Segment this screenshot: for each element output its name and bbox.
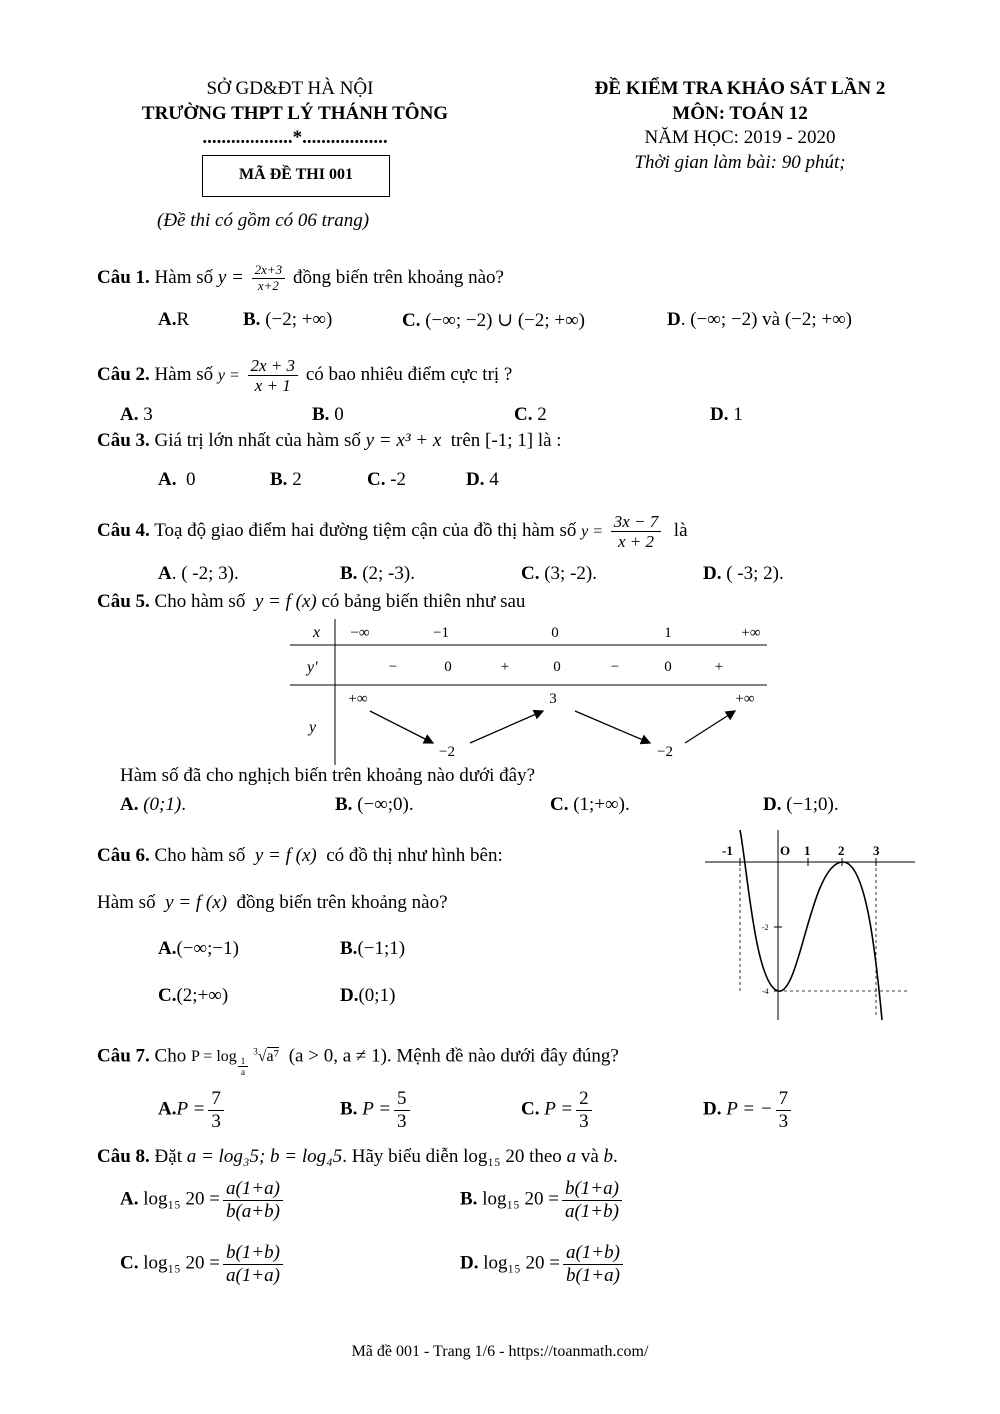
- question-1: [97, 258, 504, 298]
- option-label: B.: [460, 1188, 478, 1210]
- option-lhs: log₁₅ 20 =: [482, 1188, 559, 1210]
- option-text: (−1;1): [357, 938, 406, 959]
- y-value: +∞: [348, 691, 368, 707]
- option-label: A.: [120, 794, 139, 815]
- pages-note: (Đề thi có gồm có 06 trang): [157, 210, 370, 231]
- question-8: [97, 1146, 618, 1168]
- option-text: P =: [176, 1098, 206, 1120]
- q6-option-b[interactable]: [340, 938, 405, 960]
- option-text: .: [408, 794, 414, 815]
- option-label: A.: [158, 1098, 177, 1120]
- denominator: x + 2: [618, 532, 655, 552]
- fraction: [576, 1088, 592, 1133]
- numerator: a(1+a): [223, 1178, 283, 1201]
- question-label: Câu 3.: [97, 430, 150, 451]
- option-text: .: [181, 794, 186, 815]
- question-text: là: [673, 520, 688, 541]
- increase-arrow: [470, 711, 543, 743]
- denominator: a(1+b): [564, 1200, 619, 1222]
- q3-option-c[interactable]: [367, 469, 406, 491]
- x-value: +∞: [741, 625, 761, 641]
- option-label: D.: [710, 404, 729, 425]
- x-value: −∞: [350, 625, 370, 641]
- q2-option-d[interactable]: [710, 404, 743, 426]
- math-y: y =: [217, 367, 240, 384]
- question-text: đồng biến trên khoảng nào?: [292, 267, 504, 288]
- option-text: . (−∞; −2) và (−2; +∞): [680, 309, 852, 330]
- numerator: 2: [576, 1088, 592, 1111]
- option-text: R: [176, 309, 190, 330]
- q8-option-b[interactable]: [460, 1178, 625, 1223]
- question-text: có bao nhiêu điểm cực trị ?: [305, 364, 513, 385]
- question-text: Cho: [154, 1045, 187, 1067]
- q4-option-b[interactable]: [340, 563, 415, 585]
- numerator: 7: [208, 1088, 224, 1111]
- math-function: y = f (x): [165, 892, 227, 913]
- option-text: (−2; +∞): [265, 309, 333, 330]
- sign: 0: [664, 659, 672, 675]
- question-4: [97, 508, 688, 555]
- row-label-x: x: [313, 624, 321, 641]
- q8-option-a[interactable]: [120, 1178, 286, 1223]
- fraction: [563, 1242, 623, 1287]
- q4-option-c[interactable]: [521, 563, 597, 585]
- exam-code-box: MÃ ĐỀ THI 001: [202, 155, 390, 197]
- q6-option-a[interactable]: [158, 938, 239, 960]
- question-text: có đồ thị như hình bên:: [326, 845, 503, 866]
- fraction: [776, 1088, 792, 1133]
- log-base: [238, 1056, 249, 1078]
- var-b: b: [603, 1146, 613, 1167]
- school-name: TRƯỜNG THPT LÝ THÁNH TÔNG: [141, 103, 449, 124]
- option-text: 4: [489, 469, 499, 490]
- numerator: 2x + 3: [248, 356, 299, 377]
- denominator: 3: [211, 1110, 221, 1132]
- math-definition: a = log₃5; b = log₄5: [186, 1146, 343, 1167]
- question-label: Câu 8.: [97, 1146, 150, 1167]
- exam-duration: Thời gian làm bài: 90 phút;: [634, 152, 846, 173]
- radical-icon: √: [257, 1048, 267, 1066]
- graph-y-labels: [762, 923, 769, 996]
- option-lhs: log₁₅ 20 =: [143, 1252, 220, 1274]
- denominator: 3: [397, 1110, 407, 1132]
- q4-option-a[interactable]: [158, 563, 239, 585]
- option-label: C.: [550, 794, 569, 815]
- denominator: a(1+a): [225, 1264, 280, 1286]
- q2-option-b[interactable]: [312, 404, 344, 426]
- option-text: 2: [292, 469, 302, 490]
- option-text: -2: [390, 469, 407, 490]
- y-values: [348, 691, 754, 760]
- question-6-line-2: [97, 892, 448, 914]
- y-value: +∞: [735, 691, 755, 707]
- denominator: b(1+a): [565, 1264, 620, 1286]
- q1-option-b[interactable]: [243, 309, 332, 331]
- question-text: có bảng biến thiên như sau: [321, 591, 526, 612]
- header-divider: ...................*..................: [202, 127, 388, 148]
- option-text: P = −: [726, 1098, 773, 1120]
- sign: −: [388, 659, 398, 675]
- option-label: B.: [270, 469, 288, 490]
- denominator: b(a+b): [225, 1200, 280, 1222]
- question-text: và: [580, 1146, 599, 1167]
- numerator: 3x − 7: [611, 512, 662, 533]
- fraction: [208, 1088, 224, 1133]
- option-label: B.: [243, 309, 261, 330]
- base-denominator: a: [241, 1067, 246, 1078]
- option-text: (−1;0): [786, 794, 834, 815]
- math-function: y = f (x): [254, 845, 317, 866]
- y-value: −2: [439, 744, 455, 760]
- question-text: Cho hàm số: [154, 591, 246, 612]
- root-index: 3: [253, 1047, 258, 1057]
- option-label: C.: [521, 563, 540, 584]
- question-label: Câu 7.: [97, 1045, 150, 1067]
- denominator: x + 1: [254, 376, 291, 396]
- q6-option-c[interactable]: [158, 985, 228, 1007]
- graph-labels: [722, 843, 880, 858]
- q5-option-b[interactable]: [335, 794, 414, 816]
- question-2: [97, 353, 512, 398]
- q5-question: Hàm số đã cho nghịch biến trên khoảng nào dưới đây?: [120, 765, 536, 786]
- option-lhs: log₁₅ 20 =: [483, 1252, 560, 1274]
- option-label: C.: [514, 404, 533, 425]
- question-text: (a > 0, a ≠ 1). Mệnh đề nào dưới đây đúng?: [288, 1045, 619, 1067]
- q8-option-c[interactable]: [120, 1242, 286, 1287]
- math-y: y =: [217, 267, 244, 288]
- option-text: 2: [537, 404, 547, 425]
- variation-table: [285, 615, 775, 770]
- x-values: [350, 625, 760, 641]
- option-label: B.: [340, 563, 358, 584]
- question-text: Hàm số: [97, 892, 156, 913]
- decrease-arrow: [575, 711, 650, 743]
- q3-option-d[interactable]: [466, 469, 499, 491]
- question-text: . Hãy biểu diễn: [342, 1146, 459, 1167]
- q4-option-d[interactable]: [703, 563, 784, 585]
- q7-option-d[interactable]: [703, 1088, 794, 1133]
- option-label: A.: [158, 309, 177, 330]
- option-label: D.: [703, 563, 722, 584]
- option-text: (−∞;0): [357, 794, 409, 815]
- school-department: SỞ GD&ĐT HÀ NỘI: [206, 78, 374, 99]
- derivative-signs: [389, 659, 723, 675]
- q3-option-a[interactable]: [158, 469, 195, 491]
- fraction: [562, 1178, 622, 1223]
- decrease-arrow: [370, 711, 433, 743]
- option-label: D.: [763, 794, 782, 815]
- x-value: 0: [551, 625, 559, 641]
- var-a: a: [566, 1146, 577, 1167]
- math-function: y = x³ + x: [365, 430, 442, 451]
- option-text: .: [624, 794, 630, 815]
- question-label: Câu 4.: [97, 520, 150, 541]
- option-text: .: [833, 794, 839, 815]
- question-text: đồng biến trên khoảng nào?: [236, 892, 448, 913]
- question-5: [97, 591, 525, 613]
- option-label: B.: [340, 1098, 358, 1120]
- option-label: A.: [120, 1188, 139, 1210]
- function-graph: [700, 825, 920, 1025]
- log-text: P = log: [190, 1048, 237, 1066]
- question-text: theo: [529, 1146, 562, 1167]
- q1-option-c[interactable]: [402, 309, 585, 332]
- question-label: Câu 6.: [97, 845, 150, 866]
- exam-title: ĐỀ KIỂM TRA KHẢO SÁT LẦN 2: [594, 78, 886, 99]
- q7-option-c[interactable]: [521, 1088, 595, 1133]
- x-value: −1: [433, 625, 449, 641]
- question-text: Hàm số: [154, 267, 214, 288]
- question-text: Toạ độ giao điểm hai đường tiệm cận của đồ thị hàm số: [154, 520, 577, 541]
- y-value: −2: [657, 744, 673, 760]
- sign: +: [500, 659, 510, 675]
- increase-arrow: [685, 711, 735, 743]
- option-label: C.: [521, 1098, 540, 1120]
- math-function: y = f (x): [254, 591, 317, 612]
- option-text: 3: [143, 404, 153, 425]
- option-text: 0: [185, 469, 196, 490]
- y-label: -2: [762, 923, 769, 932]
- numerator: a(1+b): [563, 1242, 623, 1265]
- option-text: 1: [733, 404, 743, 425]
- option-text: (1;+∞): [573, 794, 625, 815]
- sign: 0: [444, 659, 452, 675]
- q3-option-b[interactable]: [270, 469, 302, 491]
- option-label: C.: [158, 985, 177, 1006]
- y-label: -4: [762, 987, 769, 996]
- option-text: (−∞;−1): [176, 938, 239, 959]
- denominator: 3: [579, 1110, 589, 1132]
- x-label: 1: [804, 843, 811, 858]
- option-label: A.: [158, 469, 177, 490]
- q2-option-a[interactable]: [120, 404, 153, 426]
- x-value: 1: [664, 625, 672, 641]
- page-footer: Mã đề 001 - Trang 1/6 - https://toanmath.com/: [351, 1343, 649, 1360]
- option-label: C.: [402, 310, 421, 331]
- question-text: .: [613, 1146, 618, 1167]
- q5-option-a[interactable]: [120, 794, 186, 816]
- fraction: [223, 1178, 283, 1223]
- y-value: 3: [549, 691, 557, 707]
- q2-option-c[interactable]: [514, 404, 547, 426]
- q5-option-c[interactable]: [550, 794, 630, 816]
- option-label: C.: [120, 1252, 139, 1274]
- numerator: 5: [394, 1088, 410, 1111]
- sign: +: [714, 659, 724, 675]
- numerator: b(1+b): [223, 1242, 283, 1265]
- q5-option-d[interactable]: [763, 794, 839, 816]
- x-label: -1: [722, 843, 733, 858]
- option-label: C.: [367, 469, 386, 490]
- option-text: P =: [362, 1098, 392, 1120]
- numerator: b(1+a): [562, 1178, 622, 1201]
- option-text: ( -3; 2).: [726, 563, 784, 584]
- q1-option-a[interactable]: [158, 309, 189, 331]
- question-6: [97, 845, 503, 867]
- sign: −: [610, 659, 620, 675]
- sign: 0: [553, 659, 561, 675]
- math-y: y =: [581, 523, 604, 540]
- option-text: 0: [334, 404, 344, 425]
- option-label: A.: [158, 938, 177, 959]
- question-label: Câu 5.: [97, 591, 150, 612]
- denominator: x+2: [257, 278, 279, 294]
- math-target: log₁₅ 20: [463, 1146, 525, 1167]
- numerator: 7: [776, 1088, 792, 1111]
- option-text: P =: [544, 1098, 574, 1120]
- option-text: (−∞; −2) ∪ (−2; +∞): [425, 310, 585, 331]
- option-label: B.: [335, 794, 353, 815]
- option-label: A: [158, 563, 172, 584]
- q7-option-b[interactable]: [340, 1088, 413, 1133]
- option-label: D.: [703, 1098, 722, 1120]
- row-label-y-prime: y′: [307, 659, 318, 676]
- q7-option-a[interactable]: [158, 1088, 227, 1133]
- row-label-y: y: [309, 719, 317, 736]
- origin-label: O: [780, 843, 791, 858]
- option-text: (3; -2).: [544, 563, 597, 584]
- option-label: D.: [340, 985, 359, 1006]
- log-expression: [190, 1047, 280, 1078]
- fraction: [252, 263, 286, 294]
- option-text: . ( -2; 3).: [171, 563, 239, 584]
- option-label: D.: [460, 1252, 479, 1274]
- question-3: [97, 430, 562, 452]
- question-text: Giá trị lớn nhất của hàm số: [154, 430, 361, 451]
- question-text: trên [-1; 1] là :: [450, 430, 562, 451]
- fraction: [394, 1088, 410, 1133]
- option-label: B.: [340, 938, 358, 959]
- question-7: [97, 1037, 619, 1078]
- x-label: 3: [873, 843, 880, 858]
- q1-option-d[interactable]: [667, 309, 852, 331]
- radicand: a⁷: [266, 1048, 280, 1066]
- option-label: B.: [312, 404, 330, 425]
- option-text: (0;1): [358, 985, 396, 1006]
- option-label: D: [667, 309, 681, 330]
- question-text: Hàm số: [154, 364, 214, 385]
- fraction: [611, 512, 662, 552]
- q6-option-d[interactable]: [340, 985, 395, 1007]
- fraction: [248, 356, 299, 396]
- fraction: [223, 1242, 283, 1287]
- option-label: D.: [466, 469, 485, 490]
- school-year: NĂM HỌC: 2019 - 2020: [644, 127, 836, 148]
- q8-option-d[interactable]: [460, 1242, 626, 1287]
- subject: MÔN: TOÁN 12: [672, 103, 808, 124]
- denominator: 3: [778, 1110, 789, 1132]
- option-label: A.: [120, 404, 139, 425]
- option-text: (0;1): [143, 794, 182, 815]
- option-lhs: log₁₅ 20 =: [143, 1188, 220, 1210]
- numerator: 2x+3: [252, 263, 286, 279]
- question-label: Câu 2.: [97, 364, 150, 385]
- x-label: 2: [838, 843, 845, 858]
- base-numerator: 1: [238, 1056, 249, 1067]
- option-text: (2;+∞): [176, 985, 229, 1006]
- question-label: Câu 1.: [97, 267, 150, 288]
- question-text: Đặt: [154, 1146, 182, 1167]
- option-text: (2; -3).: [362, 563, 415, 584]
- question-text: Cho hàm số: [154, 845, 246, 866]
